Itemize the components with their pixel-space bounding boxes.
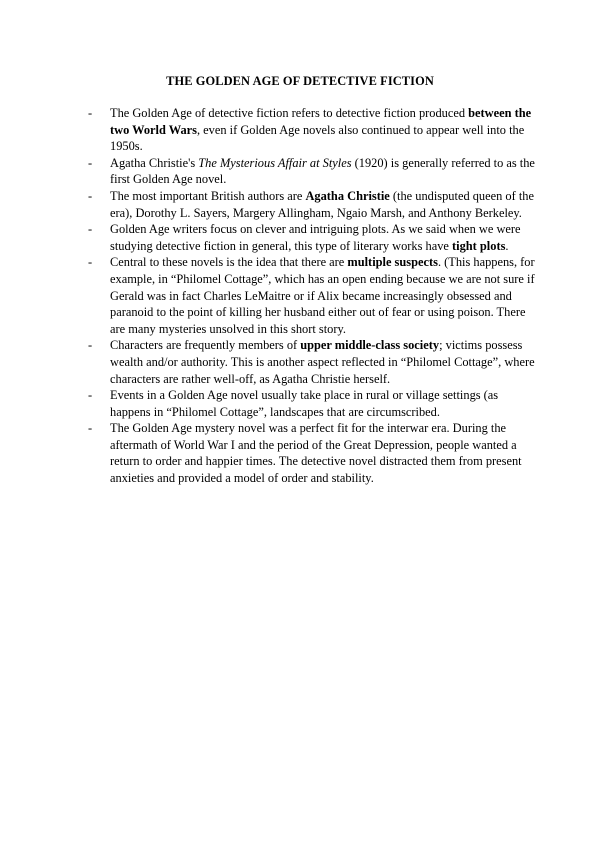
list-item: - Events in a Golden Age novel usually take place in rural or village settings (as happens in “Philomel Cottage”, landscapes that are circumscribed.	[88, 388, 499, 419]
list-item: - Golden Age writers focus on clever and intriguing plots. As we said when we were studying detective fiction in general, this type of literary works have tight plots.	[88, 222, 521, 253]
list-item: - The Golden Age mystery novel was a perfect fit for the interwar era. During the aftermath of World War I and the period of the Great Depression, people wanted a return to order and happier times. The detective novel distracted them from present anxieties and provided a model of order and stability.	[88, 421, 522, 486]
dash-bullet: -	[88, 255, 93, 270]
list-item: - Agatha Christie's The Mysterious Affair at Styles (1920) is generally referred to as the first Golden Age novel.	[88, 155, 535, 187]
bullet-list	[88, 105, 540, 487]
document-title: THE GOLDEN AGE OF DETECTIVE FICTION	[166, 74, 434, 88]
bold-emphasis: tight plots	[452, 238, 506, 253]
dash-bullet: -	[88, 106, 93, 120]
bold-emphasis: between the two World Wars	[110, 106, 532, 137]
bold-emphasis: upper middle-class society	[300, 338, 440, 353]
italic-book-title: The Mysterious Affair at Styles	[198, 155, 352, 170]
list-item: - The most important British authors are Agatha Christie (the undisputed queen of the era), Dorothy L. Sayers, Margery Allingham, Ngaio Marsh, and Anthony Berkeley.	[88, 188, 534, 220]
dash-bullet: -	[88, 421, 93, 436]
list-item: - Central to these novels is the idea that there are multiple suspects. (This happens, for example, in “Philomel Cottage”, which has an open ending because we are not sure if Gerald was in fact Charles LeMaitre or if Alix became increasingly obsessed and paranoid to the point of killing her husband either out of fear or using poison. There are many mysteries unsolved in this short story.	[88, 255, 535, 336]
dash-bullet: -	[88, 222, 93, 237]
list-item: - The Golden Age of detective fiction refers to detective fiction produced between the two World Wars, even if Golden Age novels also continued to appear well into the 1950s.	[88, 106, 532, 154]
dash-bullet: -	[88, 155, 93, 170]
bold-emphasis: multiple suspects	[347, 255, 438, 270]
bold-emphasis: Agatha Christie	[305, 188, 390, 203]
dash-bullet: -	[88, 188, 93, 203]
dash-bullet: -	[88, 388, 93, 403]
dash-bullet: -	[88, 338, 93, 353]
list-item: - Characters are frequently members of upper middle-class society; victims possess wealth and/or authority. This is another aspect reflected in “Philomel Cottage”, where characters are rather well-off, as Agatha Christie herself.	[88, 338, 535, 386]
